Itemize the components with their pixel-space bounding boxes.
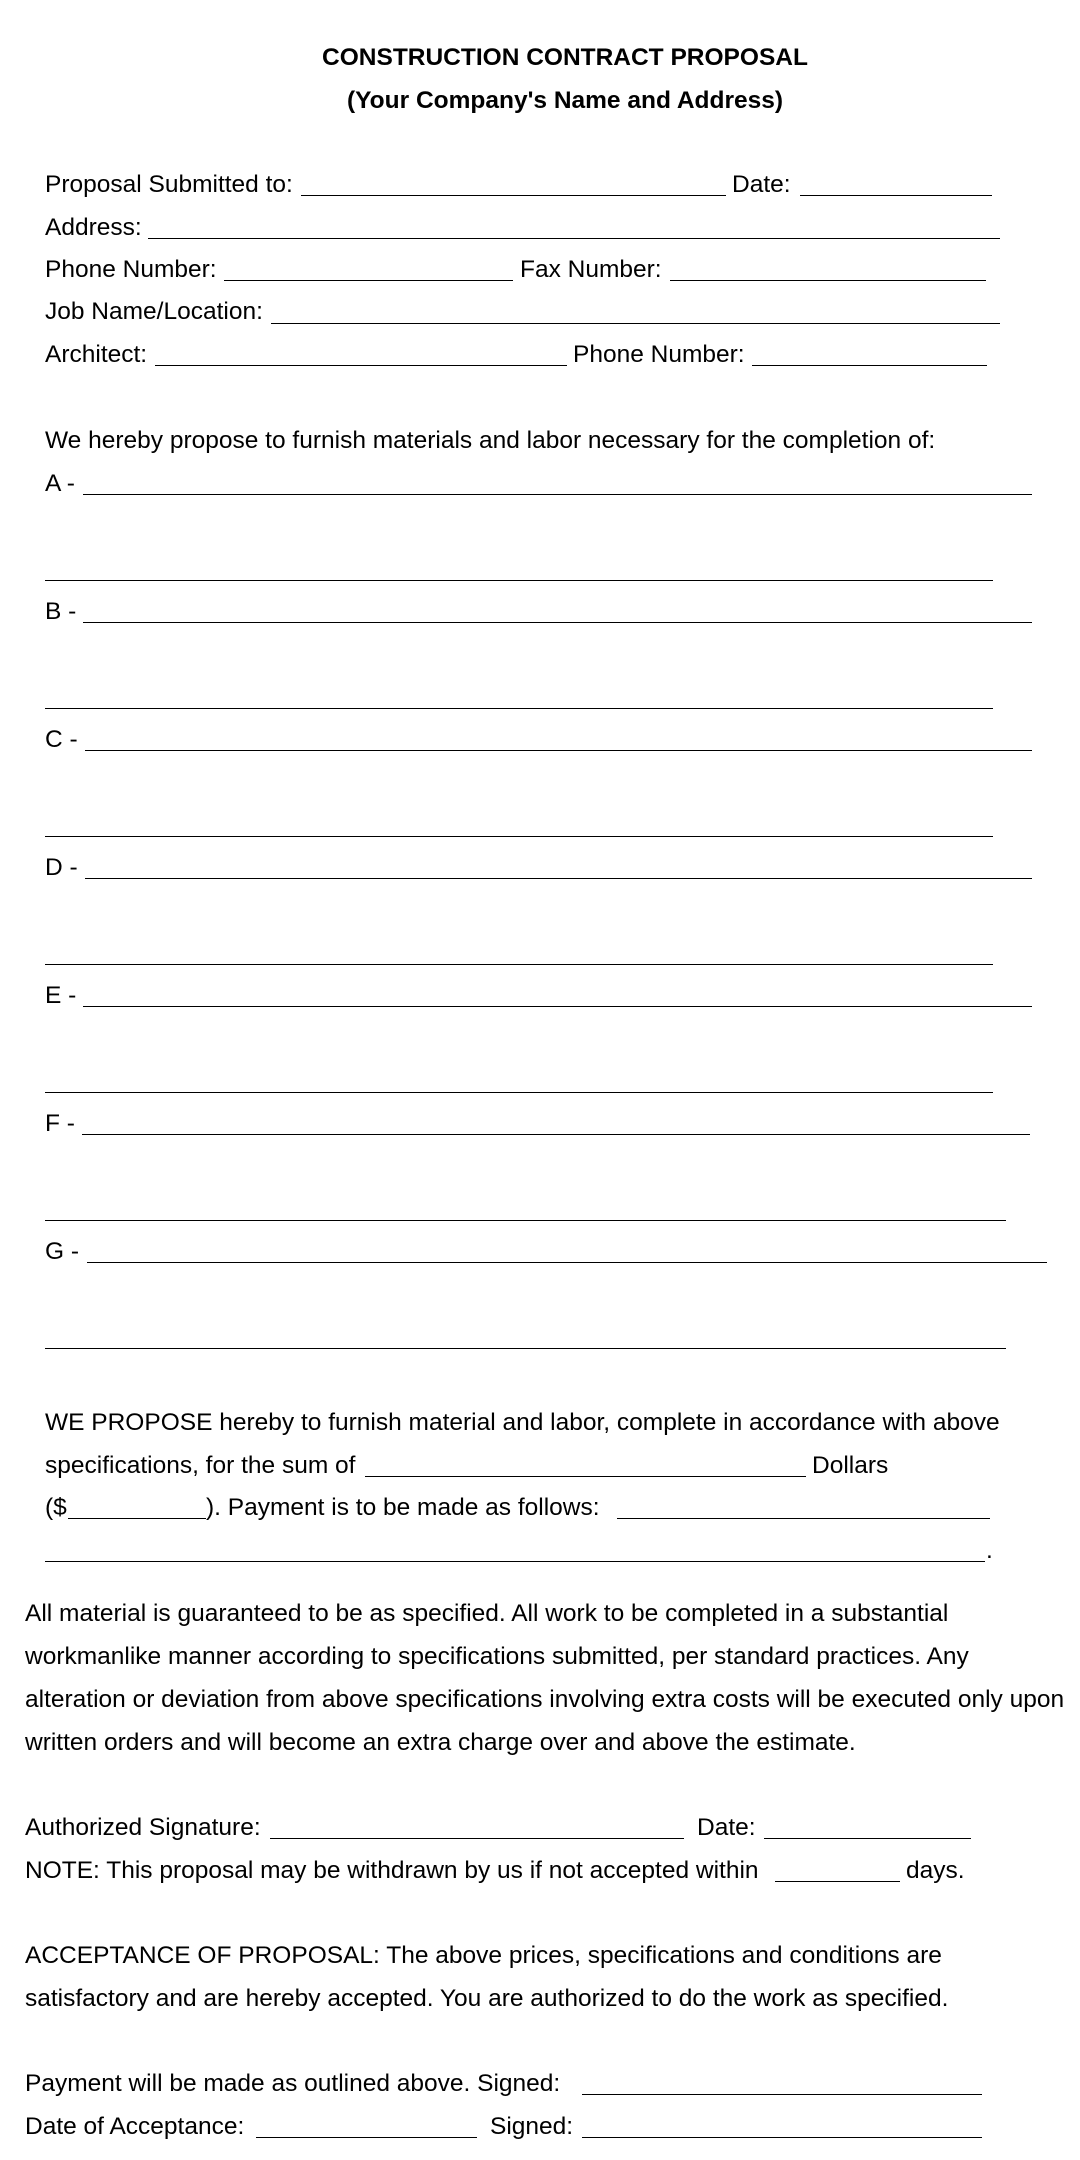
item-c-line-2[interactable] [45, 836, 993, 837]
amount-field[interactable] [68, 1518, 206, 1519]
second-signed-field[interactable] [582, 2137, 982, 2138]
payment-field[interactable] [617, 1518, 990, 1519]
item-e-line-1[interactable] [83, 1006, 1032, 1007]
fax-label: Fax Number: [520, 256, 662, 283]
second-signed-label: Signed: [490, 2113, 574, 2140]
document-subtitle: (Your Company's Name and Address) [346, 87, 784, 114]
architect-phone-label: Phone Number: [573, 341, 745, 368]
guarantee-line-2: workmanlike manner according to specifications submitted, per standard practices. Any [25, 1643, 969, 1670]
submitted-to-label: Proposal Submitted to: [45, 171, 293, 198]
date-label: Date: [732, 171, 791, 198]
payment-period: . [986, 1537, 993, 1564]
authorized-signature-field[interactable] [270, 1838, 684, 1839]
date-field[interactable] [800, 195, 992, 196]
item-g-line-2[interactable] [45, 1348, 1006, 1349]
payment-label: ). Payment is to be made as follows: [206, 1494, 600, 1521]
acceptance-line-1: ACCEPTANCE OF PROPOSAL: The above prices, specifications and conditions are [25, 1942, 942, 1969]
architect-phone-field[interactable] [752, 365, 987, 366]
document-title: CONSTRUCTION CONTRACT PROPOSAL [322, 44, 808, 71]
architect-label: Architect: [45, 341, 148, 368]
payment-signed-label: Payment will be made as outlined above. Signed: [25, 2070, 561, 2097]
item-a-line-1[interactable] [83, 494, 1032, 495]
item-f-line-1[interactable] [82, 1134, 1030, 1135]
authorized-signature-label: Authorized Signature: [25, 1814, 261, 1841]
phone-field[interactable] [224, 280, 513, 281]
payment-field-line-2[interactable] [45, 1561, 985, 1562]
phone-label: Phone Number: [45, 256, 217, 283]
submitted-to-field[interactable] [301, 195, 726, 196]
signature-date-label: Date: [697, 1814, 756, 1841]
item-d-line-2[interactable] [45, 964, 993, 965]
date-acceptance-field[interactable] [256, 2137, 477, 2138]
item-c-line-1[interactable] [85, 750, 1032, 751]
payment-signed-field[interactable] [582, 2094, 982, 2095]
fax-field[interactable] [670, 280, 986, 281]
item-f-line-2[interactable] [45, 1220, 1006, 1221]
item-label-f: F - [45, 1110, 75, 1137]
signature-date-field[interactable] [764, 1838, 971, 1839]
item-label-g: G - [45, 1238, 80, 1265]
item-b-line-1[interactable] [83, 622, 1032, 623]
days-field[interactable] [775, 1881, 900, 1882]
item-label-c: C - [45, 726, 78, 753]
days-label: days. [906, 1857, 965, 1884]
propose-sum-label: specifications, for the sum of [45, 1452, 356, 1479]
guarantee-line-4: written orders and will become an extra charge over and above the estimate. [25, 1729, 856, 1756]
item-label-a: A - [45, 470, 75, 497]
item-label-e: E - [45, 982, 77, 1009]
item-label-b: B - [45, 598, 77, 625]
guarantee-line-1: All material is guaranteed to be as specified. All work to be completed in a substantial [25, 1600, 949, 1627]
item-g-line-1[interactable] [87, 1262, 1047, 1263]
job-field[interactable] [271, 323, 1000, 324]
item-label-d: D - [45, 854, 78, 881]
sum-field[interactable] [365, 1476, 806, 1477]
date-acceptance-label: Date of Acceptance: [25, 2113, 245, 2140]
item-d-line-1[interactable] [85, 878, 1032, 879]
note-text: NOTE: This proposal may be withdrawn by us if not accepted within [25, 1857, 759, 1884]
amount-prefix: ($ [45, 1494, 67, 1521]
acceptance-line-2: satisfactory and are hereby accepted. You are authorized to do the work as specified. [25, 1985, 949, 2012]
intro-text: We hereby propose to furnish materials and labor necessary for the completion of: [45, 427, 936, 454]
item-e-line-2[interactable] [45, 1092, 993, 1093]
guarantee-line-3: alteration or deviation from above specifications involving extra costs will be executed only upon [25, 1686, 1065, 1713]
job-label: Job Name/Location: [45, 298, 263, 325]
architect-field[interactable] [155, 365, 567, 366]
dollars-label: Dollars [812, 1452, 889, 1479]
propose-line-1: WE PROPOSE hereby to furnish material and labor, complete in accordance with above [45, 1409, 1000, 1436]
item-b-line-2[interactable] [45, 708, 993, 709]
item-a-line-2[interactable] [45, 580, 993, 581]
address-field[interactable] [148, 238, 1000, 239]
address-label: Address: [45, 214, 142, 241]
